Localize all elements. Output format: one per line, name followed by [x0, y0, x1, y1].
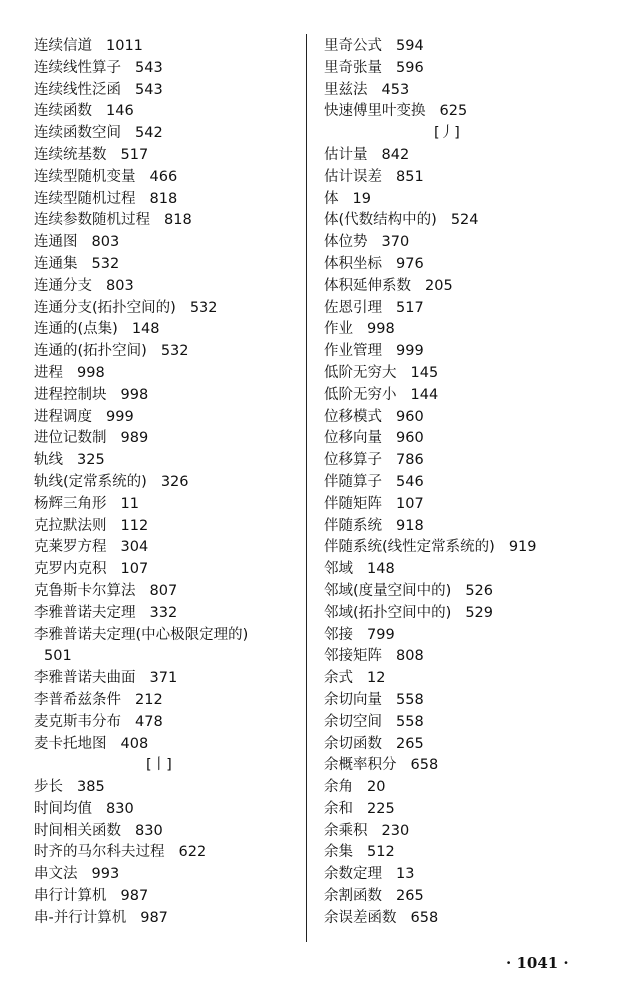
- index-entry: [324, 472, 624, 494]
- index-term: 连续线性泛函: [34, 81, 121, 98]
- page-reference: 625: [439, 103, 468, 120]
- page-reference: 304: [120, 539, 149, 556]
- index-term: 余切向量: [324, 691, 382, 708]
- page-reference: 20: [367, 779, 386, 796]
- index-term: 估计误差: [324, 168, 382, 185]
- index-entry: [324, 232, 624, 254]
- index-entry: [34, 145, 296, 167]
- index-entry: [324, 58, 624, 80]
- index-entry: [34, 123, 296, 145]
- page-reference: 558: [396, 713, 424, 730]
- page-reference: 107: [120, 561, 149, 578]
- page-reference: 993: [91, 866, 120, 883]
- index-term: 余概率积分: [324, 757, 397, 774]
- index-entry: [34, 603, 296, 625]
- index-term: 李普希兹条件: [34, 691, 121, 708]
- page-reference: 107: [396, 495, 424, 512]
- page-reference: 326: [160, 473, 189, 490]
- index-term: 邻接矩阵: [324, 648, 382, 665]
- page-reference: 543: [135, 81, 163, 98]
- index-entry: [34, 842, 296, 864]
- index-term: 进程调度: [34, 408, 92, 425]
- page-reference: 225: [367, 800, 395, 817]
- index-term: 进程控制块: [34, 386, 107, 403]
- index-term: 串文法: [34, 866, 78, 883]
- index-term: 余乘积: [324, 822, 368, 839]
- index-term: 杨辉三角形: [34, 495, 107, 512]
- index-term: 连续信道: [34, 38, 92, 54]
- index-term: 余切空间: [324, 713, 382, 730]
- index-term: 伴随系统: [324, 517, 382, 534]
- index-entry: [34, 559, 296, 581]
- page-reference: 385: [77, 779, 105, 796]
- index-entry: [324, 886, 624, 908]
- page-reference: 851: [396, 168, 424, 185]
- index-entry: [34, 319, 296, 341]
- page-reference: 12: [367, 670, 386, 687]
- index-entry: [34, 712, 296, 734]
- index-entry: [324, 581, 624, 603]
- index-term: 余集: [324, 844, 353, 861]
- index-term: 里奇张量: [324, 59, 382, 76]
- index-entry: [34, 385, 296, 407]
- page-reference: 596: [396, 59, 424, 76]
- index-entry: [324, 646, 624, 668]
- index-entry: [324, 864, 624, 886]
- page-reference: 989: [120, 430, 149, 447]
- page-reference: 112: [120, 517, 149, 534]
- index-term: 位移算子: [324, 452, 382, 469]
- page-reference: 543: [135, 59, 163, 76]
- page-reference: 332: [149, 604, 178, 621]
- page-reference: 145: [410, 364, 439, 381]
- index-entry: [324, 80, 624, 102]
- page-reference: 478: [135, 713, 163, 730]
- index-entry: [34, 232, 296, 254]
- page-reference: 532: [91, 255, 120, 272]
- page-reference: 532: [160, 343, 189, 360]
- page-reference: 265: [396, 888, 424, 905]
- page-reference: 622: [178, 844, 207, 861]
- page-reference: 998: [367, 321, 395, 338]
- page-reference: 325: [77, 452, 105, 469]
- index-term: 串行计算机: [34, 888, 107, 905]
- index-term: 作业管理: [324, 343, 382, 360]
- index-entry: [324, 559, 624, 581]
- index-entry: [324, 712, 624, 734]
- index-term: 伴随系统(线性定常系统的): [324, 539, 495, 556]
- index-entry: [324, 428, 624, 450]
- index-term: 伴随算子: [324, 473, 382, 490]
- index-entry: [34, 494, 296, 516]
- index-entry: [34, 407, 296, 429]
- index-entry: [324, 319, 624, 341]
- page-reference: 842: [381, 146, 410, 163]
- index-term: 低阶无穷大: [324, 364, 397, 381]
- page-reference: 546: [396, 473, 424, 490]
- index-entry: [324, 821, 624, 843]
- index-entry: [324, 167, 624, 189]
- page-reference: 960: [396, 408, 424, 425]
- index-entry: [34, 58, 296, 80]
- index-entry: [324, 36, 624, 58]
- page-reference: 13: [396, 866, 415, 883]
- index-term: 余角: [324, 779, 353, 796]
- index-term: 麦卡托地图: [34, 735, 107, 752]
- index-entry: [34, 254, 296, 276]
- page-reference: 529: [465, 604, 494, 621]
- index-term: 串-并行计算机: [34, 909, 127, 926]
- index-entry: [324, 276, 624, 298]
- index-entry: [324, 298, 624, 320]
- index-term: 连通的(拓扑空间): [34, 343, 147, 360]
- page-reference: 1011: [106, 38, 143, 54]
- index-term: 连通图: [34, 234, 78, 251]
- page-reference: 658: [410, 909, 439, 926]
- index-entry: [34, 908, 296, 930]
- page-reference: 818: [164, 212, 192, 229]
- index-term: 进程: [34, 364, 63, 381]
- index-entry: [324, 407, 624, 429]
- section-heading: [丿]: [434, 125, 460, 142]
- page-reference: 532: [189, 299, 218, 316]
- index-entry: [324, 537, 624, 559]
- index-term: 连续统基数: [34, 146, 107, 163]
- page-reference: 918: [396, 517, 424, 534]
- page-reference: 830: [106, 800, 134, 817]
- index-term: 佐恩引理: [324, 299, 382, 316]
- page-reference: 808: [396, 648, 424, 665]
- page-reference: 987: [120, 888, 149, 905]
- index-term: 邻域(拓扑空间中的): [324, 604, 452, 621]
- index-entry: [34, 668, 296, 690]
- page-reference: 408: [120, 735, 149, 752]
- index-term: 体积坐标: [324, 255, 382, 272]
- page-reference: 976: [396, 255, 424, 272]
- index-term: 体(代数结构中的): [324, 212, 437, 229]
- page-reference: 19: [352, 190, 371, 207]
- index-term: 李雅普诺夫曲面: [34, 670, 136, 687]
- page-reference: 526: [465, 582, 494, 599]
- index-term: 连续线性算子: [34, 59, 121, 76]
- index-entry: [34, 864, 296, 886]
- index-entry: [324, 755, 624, 777]
- page-reference: 148: [131, 321, 160, 338]
- index-entry: [324, 341, 624, 363]
- index-term: 余误差函数: [324, 909, 397, 926]
- index-entry: [34, 341, 296, 363]
- index-term: 连续函数: [34, 103, 92, 120]
- index-entry: [34, 777, 296, 799]
- page-reference: 205: [425, 277, 453, 294]
- index-entry: [34, 537, 296, 559]
- page-reference: 830: [135, 822, 163, 839]
- page-reference: 517: [120, 146, 149, 163]
- section-heading: [丨]: [146, 757, 172, 774]
- index-term: 轨线(定常系统的): [34, 473, 147, 490]
- index-term: 伴随矩阵: [324, 495, 382, 512]
- index-term: 连通分支(拓扑空间的): [34, 299, 176, 316]
- index-term: 连通的(点集): [34, 321, 118, 338]
- index-term: 里兹法: [324, 81, 368, 98]
- page-reference: 998: [77, 364, 105, 381]
- index-entry: [324, 777, 624, 799]
- index-term: 低阶无穷小: [324, 386, 397, 403]
- index-term: 体位势: [324, 234, 368, 251]
- index-entry: [34, 516, 296, 538]
- page-reference: 148: [367, 561, 395, 578]
- page-reference: 803: [106, 277, 134, 294]
- index-entry: [34, 363, 296, 385]
- page-reference: 919: [508, 539, 537, 556]
- index-term: 进位记数制: [34, 430, 107, 447]
- index-column-right: [324, 36, 624, 930]
- page-reference: 370: [381, 234, 410, 251]
- index-entry: [34, 690, 296, 712]
- index-term: 克莱罗方程: [34, 539, 107, 556]
- index-entry: [34, 886, 296, 908]
- index-term: 邻接: [324, 626, 353, 643]
- page-reference: 998: [120, 386, 149, 403]
- index-entry: [34, 734, 296, 756]
- index-entry: [34, 821, 296, 843]
- index-term: 体积延伸系数: [324, 277, 411, 294]
- index-entry: [324, 799, 624, 821]
- index-term: 作业: [324, 321, 353, 338]
- index-term: 位移模式: [324, 408, 382, 425]
- index-entry: [324, 516, 624, 538]
- index-term: 邻域: [324, 561, 353, 578]
- index-term: 快速傅里叶变换: [324, 103, 426, 120]
- index-term: 克罗内克积: [34, 561, 107, 578]
- index-term: 时间均值: [34, 800, 92, 817]
- page-reference: 818: [149, 190, 178, 207]
- page-reference: 999: [396, 343, 424, 360]
- index-entry: [324, 908, 624, 930]
- index-term: 连续型随机变量: [34, 168, 136, 185]
- index-term: 余式: [324, 670, 353, 687]
- index-entry: [34, 210, 296, 232]
- index-term: 连通分支: [34, 277, 92, 294]
- index-entry: [34, 646, 296, 668]
- index-entry: [34, 581, 296, 603]
- index-entry: [324, 189, 624, 211]
- index-entry: [34, 428, 296, 450]
- page-reference: 524: [450, 212, 479, 229]
- index-entry: [324, 363, 624, 385]
- index-entry: [34, 472, 296, 494]
- page-reference: 371: [149, 670, 178, 687]
- index-column-left: [34, 36, 296, 930]
- page-reference: 999: [106, 408, 134, 425]
- page-reference: 212: [135, 691, 163, 708]
- page-reference: 265: [396, 735, 424, 752]
- index-entry: [324, 450, 624, 472]
- index-entry: [324, 734, 624, 756]
- index-entry: [324, 603, 624, 625]
- index-entry: [34, 276, 296, 298]
- index-term: 步长: [34, 779, 63, 796]
- index-term: 克拉默法则: [34, 517, 107, 534]
- index-entry: [324, 668, 624, 690]
- index-term: 余切函数: [324, 735, 382, 752]
- index-entry: [324, 385, 624, 407]
- index-entry: [34, 799, 296, 821]
- index-term: 李雅普诺夫定理: [34, 604, 136, 621]
- index-term: 时间相关函数: [34, 822, 121, 839]
- index-term: 连通集: [34, 255, 78, 272]
- page-reference: 799: [367, 626, 395, 643]
- page-reference: 230: [381, 822, 410, 839]
- page-reference: 501: [44, 648, 72, 665]
- index-term: 轨线: [34, 452, 63, 469]
- index-entry: [34, 189, 296, 211]
- page-number: · 1041 ·: [506, 954, 569, 972]
- index-term: 余数定理: [324, 866, 382, 883]
- index-entry: [34, 625, 296, 647]
- index-entry: [34, 80, 296, 102]
- page-reference: 146: [106, 103, 134, 120]
- index-term: 体: [324, 190, 339, 207]
- page-reference: 960: [396, 430, 424, 447]
- page-reference: 558: [396, 691, 424, 708]
- index-term: 连续型随机过程: [34, 190, 136, 207]
- index-term: 连续参数随机过程: [34, 212, 150, 229]
- index-term: 余和: [324, 800, 353, 817]
- index-entry: [324, 210, 624, 232]
- page-reference: 517: [396, 299, 424, 316]
- index-entry: [324, 254, 624, 276]
- index-term: 时齐的马尔科夫过程: [34, 844, 165, 861]
- page-reference: 512: [367, 844, 395, 861]
- page-reference: 987: [140, 909, 168, 926]
- page-reference: 807: [149, 582, 178, 599]
- page-reference: 594: [396, 38, 424, 54]
- page-reference: 786: [396, 452, 424, 469]
- index-entry: [324, 145, 624, 167]
- index-entry: [34, 450, 296, 472]
- index-entry: [324, 625, 624, 647]
- page-reference: 11: [120, 495, 139, 512]
- page-reference: 144: [410, 386, 439, 403]
- page-reference: 542: [135, 125, 163, 142]
- index-entry: [324, 494, 624, 516]
- index-entry: [34, 167, 296, 189]
- index-term: 估计量: [324, 146, 368, 163]
- index-term: 克鲁斯卡尔算法: [34, 582, 136, 599]
- index-term: 里奇公式: [324, 38, 382, 54]
- index-entry: [324, 690, 624, 712]
- page-reference: 803: [91, 234, 120, 251]
- index-term: 位移向量: [324, 430, 382, 447]
- index-term: 麦克斯韦分布: [34, 713, 121, 730]
- index-entry: [34, 36, 296, 58]
- index-term: 李雅普诺夫定理(中心极限定理的): [34, 626, 249, 643]
- page-reference: 658: [410, 757, 439, 774]
- index-entry: [324, 101, 624, 123]
- index-term: 余割函数: [324, 888, 382, 905]
- column-divider: [306, 34, 307, 942]
- index-entry: [324, 842, 624, 864]
- page-reference: 466: [149, 168, 178, 185]
- index-entry: [34, 101, 296, 123]
- index-term: 连续函数空间: [34, 125, 121, 142]
- index-term: 邻域(度量空间中的): [324, 582, 452, 599]
- index-entry: [34, 298, 296, 320]
- page-reference: 453: [381, 81, 410, 98]
